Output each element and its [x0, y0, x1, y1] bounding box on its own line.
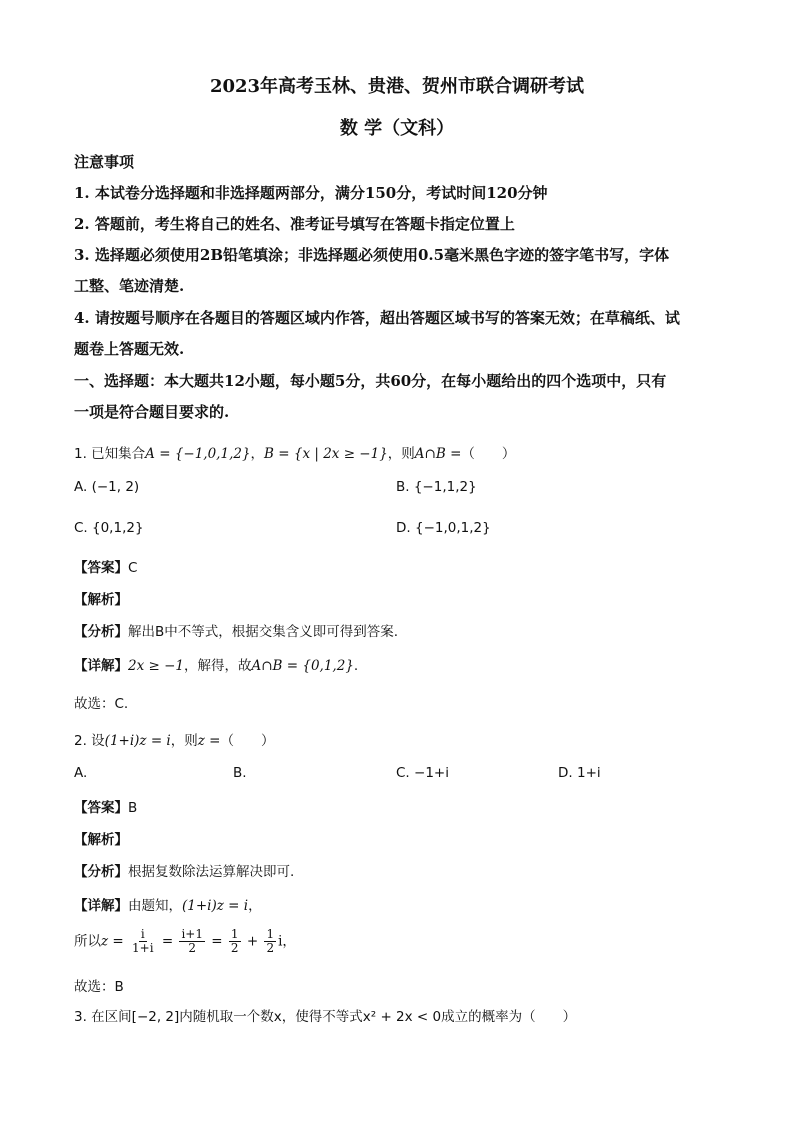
- q1-stem: [74, 442, 515, 462]
- q2-detail-end: ，: [248, 898, 262, 914]
- q2-fraction-4-den: 2: [266, 941, 275, 956]
- q2-stem: [74, 729, 274, 749]
- q2-expr: (1+i)z = i: [104, 733, 171, 749]
- q2-eq-2: =: [211, 933, 223, 950]
- q1-answer-value: C: [128, 560, 138, 576]
- q2-so-end: ，: [282, 933, 296, 950]
- q1-option-c: C. {0,1,2}: [74, 520, 144, 536]
- notes-item-3-line2: 工整、笔迹清楚.: [74, 277, 185, 295]
- q2-so-z: z =: [101, 933, 124, 950]
- q1-fenxi-text: 解出B中不等式，根据交集含义即可得到答案.: [128, 624, 399, 640]
- q1-detail-tag: 【详解】: [74, 658, 128, 674]
- q2-fraction-4-num: 1: [266, 927, 275, 941]
- q2-fraction-3-num: 1: [230, 927, 239, 941]
- notes-item-1: 1. 本试卷分选择题和非选择题两部分，满分150分，考试时间120分钟: [74, 184, 548, 202]
- q1-ask-expr: A∩B =: [414, 446, 462, 462]
- q2-fenxi-tag: 【分析】: [74, 864, 128, 880]
- q2-answer: [74, 796, 137, 816]
- q3-stem: 3. 在区间[−2, 2]内随机取一个数x，使得不等式x² + 2x < 0成立的概率为（ ）: [74, 1009, 577, 1025]
- q2-detail-tag: 【详解】: [74, 898, 128, 914]
- q1-analysis-tag: 【解析】: [74, 592, 128, 608]
- q2-ask-post: （ ）: [220, 733, 275, 749]
- notes-item-4-line2: 题卷上答题无效.: [74, 340, 185, 358]
- q2-detail-text: 由题知，: [128, 898, 182, 914]
- q1-sep: ，: [250, 446, 265, 462]
- q1-ask-post: （ ）: [461, 446, 516, 462]
- exam-subtitle: 数 学（文科）: [339, 118, 455, 139]
- notes-item-2: 2. 答题前，考生将自己的姓名、准考证号填写在答题卡指定位置上: [74, 215, 515, 233]
- q1-set-b: B = {x | 2x ≥ −1}: [264, 446, 388, 462]
- q2-fenxi-text: 根据复数除法运算解决即可.: [128, 864, 295, 880]
- q1-detail-expr1: 2x ≥ −1: [128, 658, 184, 674]
- q2-detail-expr: (1+i)z = i: [182, 898, 249, 914]
- q2-fraction-4: [264, 928, 276, 955]
- q2-detail: [74, 894, 262, 914]
- notes-item-3-line1: 3. 选择题必须使用2B铅笔填涂；非选择题必须使用0.5毫米黑色字迹的签字笔书写，字体: [74, 246, 670, 264]
- q2-i-symbol: i: [278, 933, 283, 950]
- q2-fraction-2-den: 2: [188, 941, 197, 956]
- q1-option-a: A. (−1, 2): [74, 479, 140, 495]
- q1-fenxi: [74, 620, 398, 640]
- q1-prefix: 1. 已知集合: [74, 446, 146, 462]
- q2-eq-1: =: [161, 933, 174, 950]
- notes-heading: 注意事项: [74, 153, 135, 171]
- q1-ask-pre: ，则: [387, 446, 415, 462]
- section-heading-line2: 一项是符合题目要求的.: [74, 403, 230, 421]
- q2-option-a: A.: [74, 765, 88, 781]
- q1-option-b: B. {−1,1,2}: [396, 479, 477, 495]
- section-heading-line1: 一、选择题：本大题共12小题，每小题5分，共60分，在每小题给出的四个选项中，只有: [74, 372, 667, 390]
- q2-fraction-2: [179, 928, 205, 955]
- q2-option-d: D. 1+i: [558, 765, 601, 781]
- notes-item-4-line1: 4. 请按题号顺序在各题目的答题区域内作答，超出答题区域书写的答案无效；在草稿纸、试: [74, 309, 680, 327]
- q1-choose: 故选：C.: [74, 696, 129, 712]
- q1-set-a: A = {−1,0,1,2}: [145, 446, 251, 462]
- q2-option-c: C. −1+i: [396, 765, 449, 781]
- q2-fraction-1: [130, 928, 156, 955]
- q2-answer-tag: 【答案】: [74, 800, 128, 816]
- q1-answer-tag: 【答案】: [74, 560, 128, 576]
- q1-detail-expr2: A∩B = {0,1,2}: [251, 658, 354, 674]
- q2-analysis-tag: 【解析】: [74, 832, 128, 848]
- q2-answer-value: B: [128, 800, 138, 816]
- q2-plus: +: [246, 933, 259, 950]
- q2-choose: 故选：B: [74, 979, 124, 995]
- q1-detail: [74, 654, 358, 674]
- q2-fraction-2-num: i+1: [181, 927, 203, 941]
- exam-title: 2023年高考玉林、贵港、贺州市联合调研考试: [209, 76, 585, 97]
- q2-fraction-1-den: 1+i: [132, 941, 154, 956]
- q2-fraction-3-den: 2: [230, 941, 239, 956]
- q1-option-d: D. {−1,0,1,2}: [396, 520, 491, 536]
- q2-so-pre: 所以: [74, 933, 101, 950]
- q2-prefix: 2. 设: [74, 733, 105, 749]
- q2-solution: [74, 928, 296, 955]
- q2-fraction-1-num: i: [140, 927, 145, 941]
- q2-ask-expr: z =: [197, 733, 221, 749]
- q2-ask-pre: ，则: [170, 733, 198, 749]
- q2-fenxi: [74, 860, 294, 880]
- q2-fraction-3: [229, 928, 241, 955]
- q1-detail-end: .: [353, 658, 359, 674]
- q1-answer: [74, 556, 137, 576]
- q1-fenxi-tag: 【分析】: [74, 624, 128, 640]
- q2-option-b: B.: [233, 765, 247, 781]
- q1-detail-mid: ，解得，故: [184, 658, 252, 674]
